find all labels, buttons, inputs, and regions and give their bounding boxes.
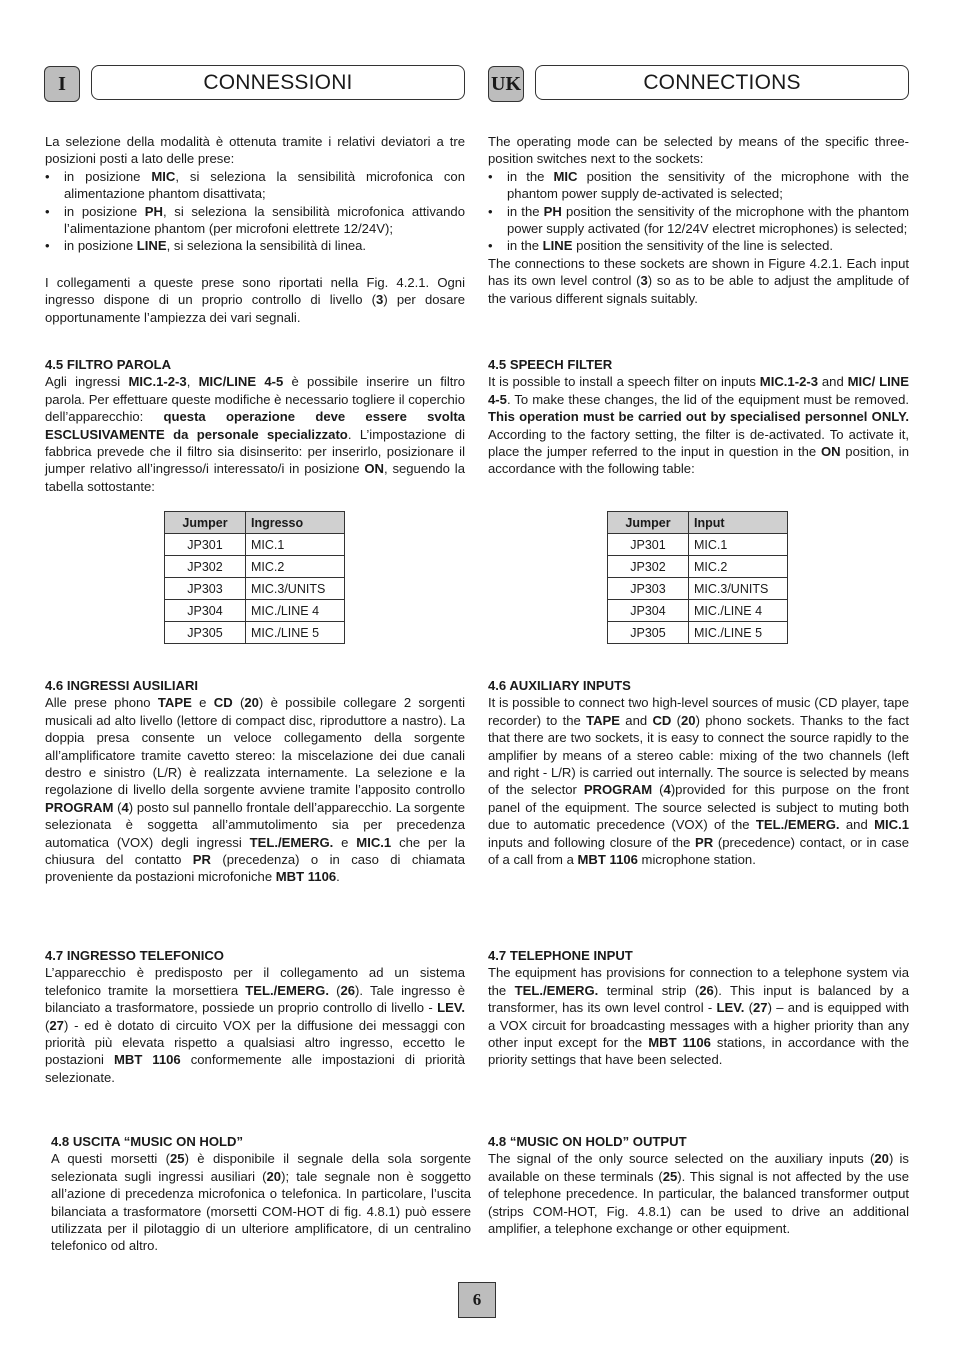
section-4-6-italian (45, 677, 465, 886)
jumper-cell: JP303 (165, 578, 246, 600)
section-body: Agli ingressi MIC.1-2-3, MIC/LINE 4-5 è possibile inserire un filtro parola. Per effettuare queste modifiche è necessario togliere il coperchio dell’apparecchio: questa operazione deve essere svolta ESCLUSIVAMENTE da personale specializzato. L’impostazione di fabbrica prevede che il filtro sia disinserito: per inserirlo, posizionare il jumper relativo all’ingresso/i interessato/i in posizione ON, seguendo la tabella sottostante: (45, 374, 466, 494)
jumper-cell: JP302 (608, 556, 689, 578)
section-body: The equipment has provisions for connection to a telephone system via the TEL./EMERG. terminal strip (26). This input is balanced by a transformer, has its own level control - LEV. (27) – and is equipped with a VOX circuit for broadcasting messages with a higher priority than any other input except for the MBT 1106 stations, in accordance with the priority settings that have been selected. (488, 965, 910, 1068)
jumper-cell: JP305 (608, 622, 689, 644)
page-number: 6 (458, 1282, 496, 1318)
table-header-jumper: Jumper (165, 512, 246, 534)
section-title-italian: CONNESSIONI (91, 65, 465, 100)
section-body: L’apparecchio è predisposto per il collegamento ad un sistema telefonico tramite la morsettiera TEL./EMERG. (26). Tale ingresso è bilanciato a trasformatore, possiede un proprio controllo di livello - LEV. (27) - ed è dotato di circuito VOX per la diffusione dei messaggi con priorità più elevata rispetto a qualsiasi altro ingresso, eccetto le postazioni MBT 1106 conformemente alle impostazioni di priorità selezionate. (45, 965, 466, 1085)
input-cell: MIC.2 (689, 556, 788, 578)
section-body: The signal of the only source selected on the auxiliary inputs (20) is available on these terminals (25). This signal is not affected by the use of telephone precedence. In particular, the balanced transformer output (strips COM-HOT, Fig. 4.8.1) can be used to drive an additional amplifier, a telephone exchange or other equipment. (488, 1151, 910, 1237)
jumper-cell: JP303 (608, 578, 689, 600)
jumper-cell: JP304 (165, 600, 246, 622)
section-4-6-english (488, 677, 909, 868)
intro-italian (45, 133, 465, 326)
intro-paragraph-2: I collegamenti a queste prese sono riportati nella Fig. 4.2.1. Ogni ingresso dispone di un proprio controllo di livello (3) per dosare opportunamente l’ampiezza dei vari segnali. (45, 274, 465, 325)
table-header-input: Input (689, 512, 788, 534)
jumper-cell: JP301 (165, 534, 246, 556)
table-row (608, 600, 788, 622)
jumper-table-italian (164, 511, 345, 644)
table-row (608, 556, 788, 578)
section-heading: 4.8 “MUSIC ON HOLD” OUTPUT (488, 1134, 687, 1149)
section-4-5-english (488, 356, 909, 478)
input-cell: MIC.1 (246, 534, 345, 556)
input-cell: MIC.3/UNITS (246, 578, 345, 600)
section-heading: 4.7 INGRESSO TELEFONICO (45, 948, 224, 963)
section-body: A questi morsetti (25) è disponibile il segnale della sola sorgente selezionata sugli ingressi ausiliari (20); tale segnale non è soggetto all’azione di precedenza microfonica o telefonica. In particolare, l’uscita bilanciata a trasformatore (morsetti COM-HOT di fig. 4.8.1) può essere utilizzata per il pilotaggio di un ulteriore amplificatore, di un centralino telefonico od altro. (51, 1151, 472, 1254)
bullet-line: • in the LINE position the sensitivity of the line is selected. (488, 237, 909, 254)
section-4-7-english (488, 947, 909, 1069)
section-title-english: CONNECTIONS (535, 65, 909, 100)
section-heading: 4.5 FILTRO PAROLA (45, 357, 172, 372)
jumper-table-english (607, 511, 788, 644)
section-body: It is possible to install a speech filter on inputs MIC.1-2-3 and MIC/ LINE 4-5. To make these changes, the lid of the equipment must be removed. This operation must be carried out by specialised personnel ONLY. According to the factory setting, the filter is de-activated. To activate it, place the jumper referred to the input in question in the ON position, in accordance with the following table: (488, 374, 909, 477)
section-4-8-english (488, 1133, 909, 1237)
jumper-cell: JP302 (165, 556, 246, 578)
table-row (165, 600, 345, 622)
input-cell: MIC.1 (689, 534, 788, 556)
section-4-8-italian (51, 1133, 471, 1255)
bullet-line: • in posizione LINE, si seleziona la sensibilità di linea. (45, 237, 465, 254)
section-heading: 4.6 INGRESSI AUSILIARI (45, 678, 199, 693)
input-cell: MIC./LINE 4 (689, 600, 788, 622)
jumper-cell: JP304 (608, 600, 689, 622)
section-body: It is possible to connect two high-level sources of music (CD player, tape recorder) to the TAPE and CD (20) phono sockets. Thanks to the fact that there are two sockets, it is easy to connect the source rapidly to the amplifier by means of a stereo cable: mixing of the two channels (left and right - L/R) is carried out internally. The source is selected by means of the selector PROGRAM (4)provided for this purpose on the front panel of the equipment. The source selected is subject to muting both due to automatic precedence (VOX) of the TEL./EMERG. and MIC.1 inputs and following closure of the PR (precedence) contact, or in case of a call from a MBT 1106 microphone station. (488, 695, 910, 868)
table-row (608, 578, 788, 600)
section-heading: 4.6 AUXILIARY INPUTS (488, 678, 631, 693)
section-body: Alle prese phono TAPE e CD (20) è possibile collegare 2 sorgenti musicali ad alto livello (lettore di compact disc, riproduttore a nastro). La doppia presa consente un veloce collegamento della sorgente all’amplificatore tramite cavetto stereo: la miscelazione dei due canali destro e sinistro (L/R) è realizzata internamente. La selezione e la regolazione di livello della sorgente avviene tramite l’apposito controllo PROGRAM (4) posto sul pannello frontale dell’apparecchio. La sorgente selezionata è soggetta all’ammutolimento sia per precedenza automatica (VOX) degli ingressi TEL./EMERG. e MIC.1 che per la chiusura del contatto PR (precedenza) o in caso di chiamata proveniente da postazioni microfoniche MBT 1106. (45, 695, 466, 885)
table-row (608, 622, 788, 644)
input-cell: MIC.3/UNITS (689, 578, 788, 600)
table-row (165, 578, 345, 600)
section-4-5-italian (45, 356, 465, 495)
table-row (165, 622, 345, 644)
bullet-mic: • in the MIC position the sensitivity of the microphone with the phantom power supply de-activated is selected; (488, 168, 909, 203)
bullet-mic: • in posizione MIC, si seleziona la sensibilità microfonica con alimentazione phantom disattivata; (45, 168, 465, 203)
section-heading: 4.7 TELEPHONE INPUT (488, 948, 633, 963)
section-4-7-italian (45, 947, 465, 1086)
jumper-cell: JP305 (165, 622, 246, 644)
bullet-ph: • in posizione PH, si seleziona la sensibilità microfonica attivando l’alimentazione phantom (per microfoni elettrete 12/24V); (45, 203, 465, 238)
input-cell: MIC.2 (246, 556, 345, 578)
intro-paragraph: La selezione della modalità è ottenuta tramite i relativi deviatori a tre posizioni posti a lato delle prese: (45, 134, 465, 167)
intro-paragraph: The operating mode can be selected by means of the specific three-position switches next to the sockets: (488, 134, 909, 167)
input-cell: MIC./LINE 5 (689, 622, 788, 644)
table-header-jumper: Jumper (608, 512, 689, 534)
table-header-input: Ingresso (246, 512, 345, 534)
intro-paragraph-2: The connections to these sockets are shown in Figure 4.2.1. Each input has its own level control (3) so as to be able to adjust the amplitude of the various different signals suitably. (488, 255, 909, 306)
bullet-ph: • in the PH position the sensitivity of the microphone with the phantom power supply activated (for 12/24V electret microphones) is selected; (488, 203, 909, 238)
section-heading: 4.8 USCITA “MUSIC ON HOLD” (51, 1134, 244, 1149)
section-heading: 4.5 SPEECH FILTER (488, 357, 613, 372)
table-row (165, 556, 345, 578)
language-badge-italian: I (44, 66, 80, 102)
language-badge-english: UK (488, 66, 524, 102)
jumper-cell: JP301 (608, 534, 689, 556)
table-row (165, 534, 345, 556)
input-cell: MIC./LINE 4 (246, 600, 345, 622)
input-cell: MIC./LINE 5 (246, 622, 345, 644)
intro-english (488, 133, 909, 307)
table-row (608, 534, 788, 556)
